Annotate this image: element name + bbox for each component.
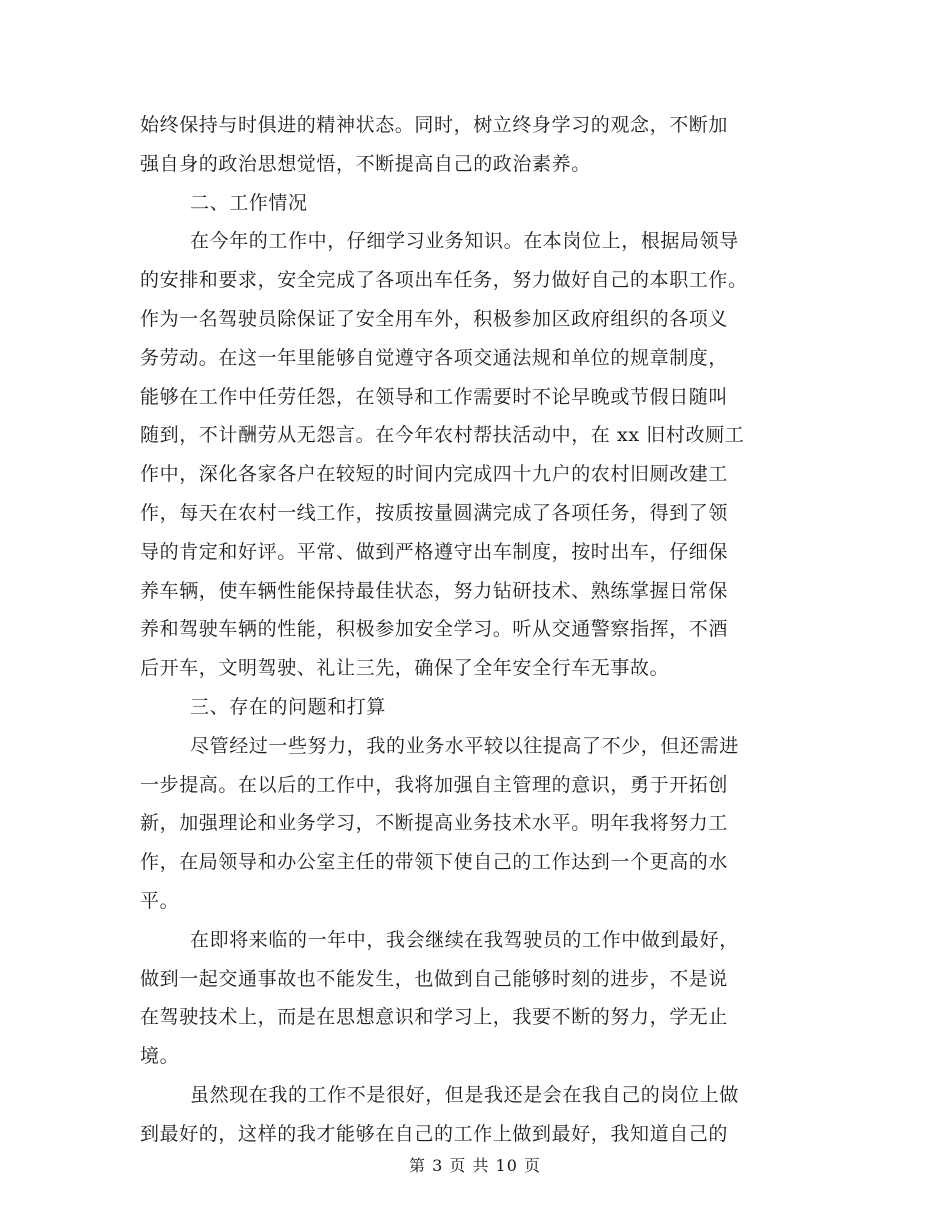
text-line: 虽然现在我的工作不是很好，但是我还是会在我自己的岗位上做 xyxy=(190,1083,739,1106)
text-line: 作，在局领导和办公室主任的带领下使自己的工作达到一个更高的水 xyxy=(140,851,729,874)
text-line: 后开车，文明驾驶、礼让三先，确保了全年安全行车无事故。 xyxy=(140,657,670,680)
text-line: 强自身的政治思想觉悟，不断提高自己的政治素养。 xyxy=(140,152,591,175)
text-line: 在即将来临的一年中，我会继续在我驾驶员的工作中做到最好， xyxy=(190,928,739,951)
text-line: 做到一起交通事故也不能发生，也做到自己能够时刻的进步，不是说 xyxy=(140,967,729,990)
document-body xyxy=(140,106,808,1154)
text-line: 导的肯定和好评。平常、做到严格遵守出车制度，按时出车，仔细保 xyxy=(140,540,729,563)
text-line: 作，每天在农村一线工作，按质按量圆满完成了各项任务，得到了领 xyxy=(140,501,729,524)
text-line: 养车辆，使车辆性能保持最佳状态，努力钻研技术、熟练掌握日常保 xyxy=(140,579,729,602)
text-line: 境。 xyxy=(140,1045,180,1068)
text-line: 始终保持与时俱进的精神状态。同时，树立终身学习的观念，不断加 xyxy=(140,114,729,136)
text-line: 一步提高。在以后的工作中，我将加强自主管理的意识，勇于开拓创 xyxy=(140,773,729,796)
page-footer: 第 3 页 共 10 页 xyxy=(409,1156,541,1175)
text-line: 三、存在的问题和打算 xyxy=(190,695,387,718)
text-line: 养和驾驶车辆的性能，积极参加安全学习。听从交通警察指挥，不酒 xyxy=(140,618,729,641)
text-line: 新，加强理论和业务学习，不断提高业务技术水平。明年我将努力工 xyxy=(140,812,729,835)
text-line: 务劳动。在这一年里能够自觉遵守各项交通法规和单位的规章制度， xyxy=(140,346,729,369)
text-line: 的安排和要求，安全完成了各项出车任务，努力做好自己的本职工作。 xyxy=(140,269,748,292)
text-line: 在今年的工作中，仔细学习业务知识。在本岗位上，根据局领导 xyxy=(190,230,739,253)
text-line: 平。 xyxy=(140,889,180,912)
text-line: 能够在工作中任劳任怨，在领导和工作需要时不论早晚或节假日随叫 xyxy=(140,385,729,408)
text-line: 在驾驶技术上，而是在思想意识和学习上，我要不断的努力，学无止 xyxy=(140,1006,729,1029)
text-line: 作中，深化各家各户在较短的时间内完成四十九户的农村旧厕改建工 xyxy=(140,463,729,486)
text-line: 到最好的，这样的我才能够在自己的工作上做到最好，我知道自己的 xyxy=(140,1122,729,1145)
text-line: 随到，不计酬劳从无怨言。在今年农村帮扶活动中，在 xx 旧村改厕工 xyxy=(140,424,745,447)
text-line: 二、工作情况 xyxy=(190,191,308,214)
text-line: 作为一名驾驶员除保证了安全用车外，积极参加区政府组织的各项义 xyxy=(140,307,729,330)
text-line: 尽管经过一些努力，我的业务水平较以往提高了不少，但还需进 xyxy=(190,734,739,757)
